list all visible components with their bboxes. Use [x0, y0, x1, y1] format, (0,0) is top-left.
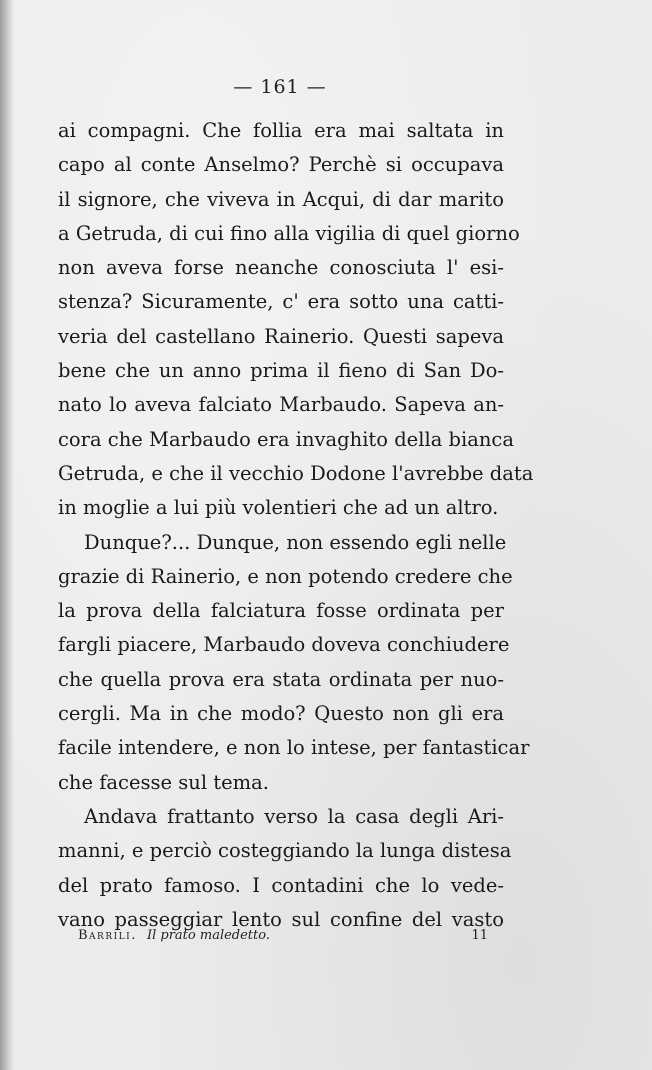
text-line: vano passeggiar lento sul confine del vasto — [58, 907, 504, 931]
text-line: che facesse sul tema. — [58, 770, 269, 794]
text-line: che quella prova era stata ordinata per nuo- — [58, 667, 504, 691]
text-line: veria del castellano Rainerio. Questi sapeva — [58, 324, 504, 348]
text-line: bene che un anno prima il fieno di San Do- — [58, 359, 504, 383]
text-line: cergli. Ma in che modo? Questo non gli era — [58, 702, 504, 726]
page-binding-edge — [0, 0, 14, 1070]
footer-signature-number: 11 — [471, 928, 488, 943]
text-line: la prova della falciatura fosse ordinata per — [58, 599, 504, 623]
text-line: Dunque?... Dunque, non essendo egli nelle — [84, 530, 507, 554]
signature-footer — [78, 928, 498, 943]
text-line: grazie di Rainerio, e non potendo credere che — [58, 564, 513, 588]
text-line: manni, e perciò costeggiando la lunga distesa — [58, 839, 512, 863]
text-line: stenza? Sicuramente, c' era sotto una catti- — [58, 290, 504, 314]
text-line: facile intendere, e non lo intese, per fantasticar — [58, 736, 530, 760]
text-line: del prato famoso. I contadini che lo vede- — [58, 873, 504, 897]
text-line: in moglie a lui più volentieri che ad un altro. — [58, 496, 499, 520]
text-line: nato lo aveva falciato Marbaudo. Sapeva an- — [58, 393, 504, 417]
footer-book-title: Il prato maledetto. — [146, 928, 270, 943]
text-line: capo al conte Anselmo? Perchè si occupava — [58, 153, 504, 177]
text-line: Andava frattanto verso la casa degli Ari- — [84, 804, 504, 828]
text-line: a Getruda, di cui fino alla vigilia di quel giorno — [58, 221, 520, 245]
page-number-header: — 161 — — [233, 76, 327, 98]
text-line: cora che Marbaudo era invaghito della bianca — [58, 427, 514, 451]
text-line: il signore, che viveva in Acqui, di dar marito — [58, 187, 504, 211]
text-line: non aveva forse neanche conosciuta l' esi- — [58, 256, 504, 280]
text-line: ai compagni. Che follia era mai saltata in — [58, 119, 504, 142]
text-line: fargli piacere, Marbaudo doveva conchiudere — [58, 633, 510, 657]
text-line: Getruda, e che il vecchio Dodone l'avrebbe data — [58, 461, 534, 485]
footer-author: Barrili. — [78, 928, 137, 943]
body-text — [58, 114, 534, 937]
